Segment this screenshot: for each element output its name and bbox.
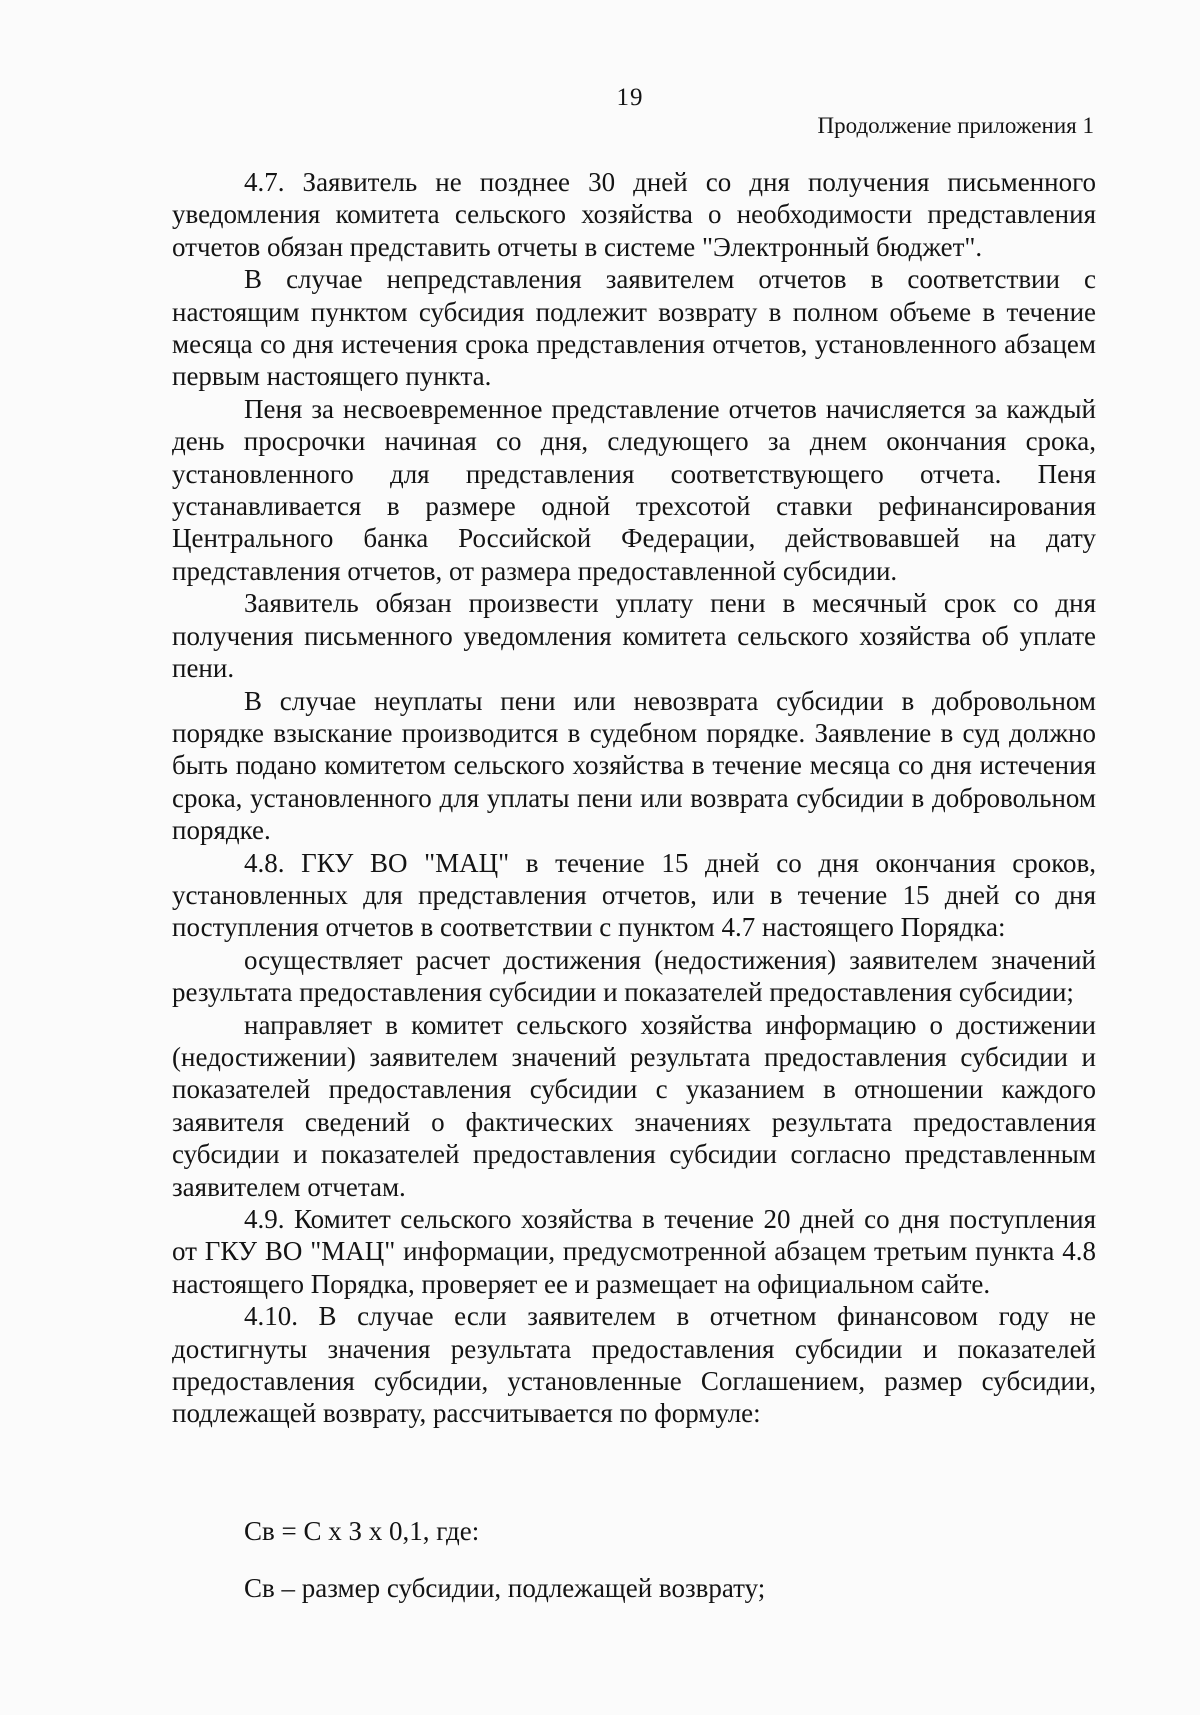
refund-formula: Св = С х З х 0,1, где: [244,1516,480,1546]
annex-continuation-label: Продолжение приложения 1 [817,113,1094,138]
formula-definition: Св – размер субсидии, подлежащей возврату; [244,1573,766,1603]
paragraph-4-10: 4.10. В случае если заявителем в отчетном финансовом году не достигнуты значения результата предоставления субсидии и показателей предоставления субсидии, установленные Соглашением, размер субсидии, подлежащей возврату, рассчитывается по формуле: [172,1301,1096,1429]
document-body [172,166,1096,1430]
paragraph-court-recovery: В случае неуплаты пени или невозврата субсидии в добровольном порядке взыскание производится в судебном порядке. Заявление в суд должно быть подано комитетом сельского хозяйства в течение месяца со дня истечения срока, установленного для уплаты пени или возврата субсидии в добровольном порядке. [172,685,1096,846]
paragraph-penalty-payment: Заявитель обязан произвести уплату пени в месячный срок со дня получения письменного уведомления комитета сельского хозяйства об уплате пени. [172,588,1096,684]
paragraph-4-8: 4.8. ГКУ ВО "МАЦ" в течение 15 дней со дня окончания сроков, установленных для представления отчетов, или в течение 15 дней со дня поступления отчетов в соответствии с пунктом 4.7 настоящего Порядка: [172,847,1096,943]
paragraph-penalty: Пеня за несвоевременное представление отчетов начисляется за каждый день просрочки начиная со дня, следующего за днем окончания срока, установленного для представления соответствующего отчета. Пеня устанавливается в размере одной трехсотой ставки рефинансирования Центрального банка Российской Федерации, действовавшей на дату представления отчетов, от размера предоставленной субсидии. [172,393,1096,586]
paragraph-calculation: осуществляет расчет достижения (недостижения) заявителем значений результата предоставления субсидии и показателей предоставления субсидии; [172,944,1096,1008]
paragraph-4-9: 4.9. Комитет сельского хозяйства в течение 20 дней со дня поступления от ГКУ ВО "МАЦ" информации, предусмотренной абзацем третьим пункта 4.8 настоящего Порядка, проверяет ее и размещает на официальном сайте. [172,1204,1096,1299]
paragraph-non-submission: В случае непредставления заявителем отчетов в соответствии с настоящим пунктом субсидия подлежит возврату в полном объеме в течение месяца со дня истечения срока представления отчетов, установленного абзацем первым настоящего пункта. [172,264,1096,392]
paragraph-4-7: 4.7. Заявитель не позднее 30 дней со дня получения письменного уведомления комитета сельского хозяйства о необходимости представления отчетов обязан представить отчеты в системе "Электронный бюджет". [172,167,1096,262]
paragraph-information-transfer: направляет в комитет сельского хозяйства информацию о достижении (недостижении) заявителем значений результата предоставления субсидии и показателей предоставления субсидии с указанием в отношении каждого заявителя сведений о фактических значениях результата предоставления субсидии и показателей предоставления субсидии согласно представленным заявителем отчетам. [172,1009,1096,1202]
page-number: 19 [616,84,644,111]
